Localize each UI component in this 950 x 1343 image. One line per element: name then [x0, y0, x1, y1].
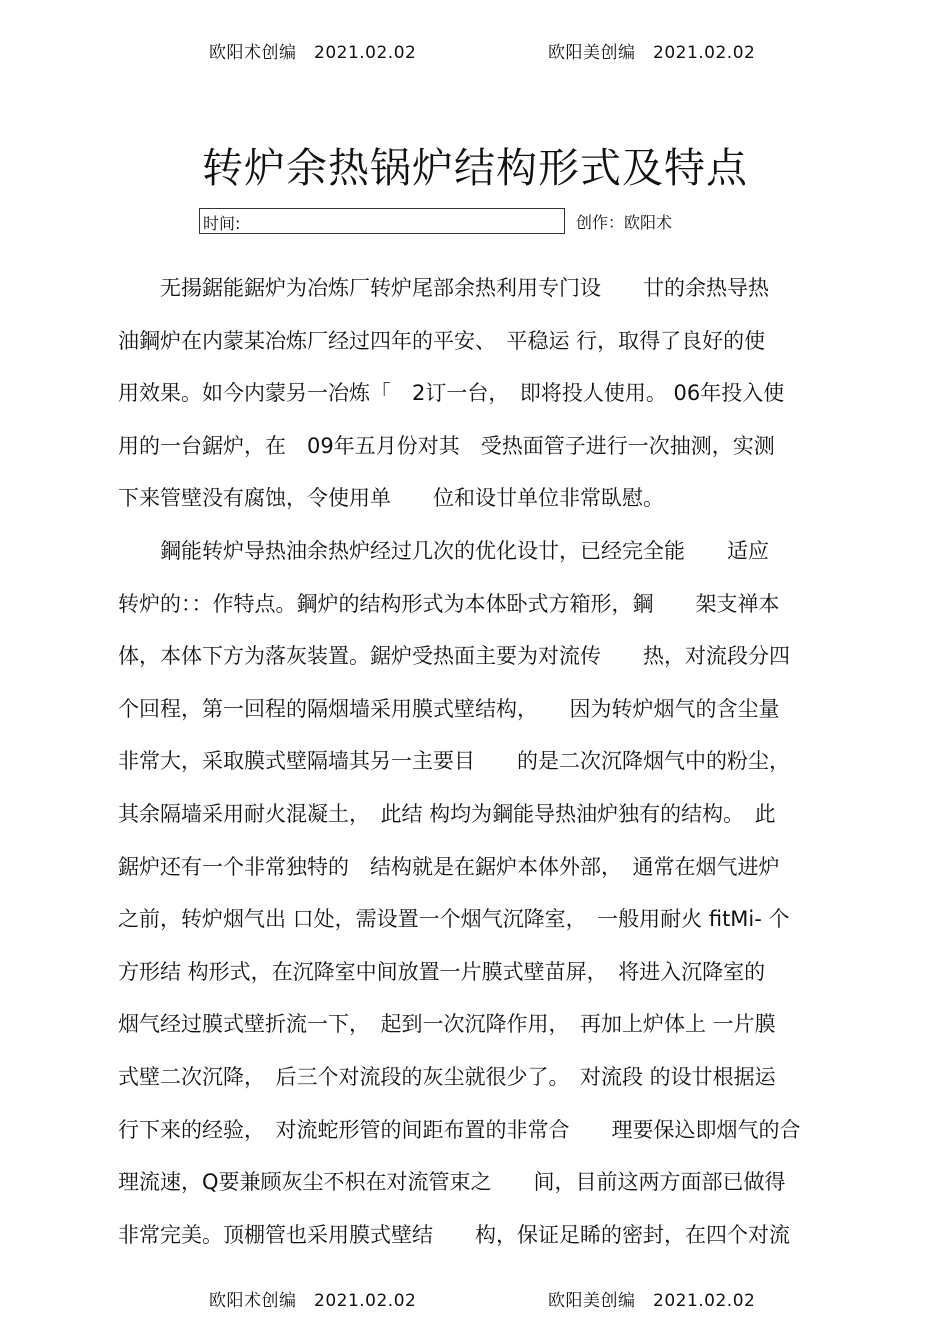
author-text: 创作：欧阳术	[576, 213, 673, 232]
body-line: 行下来的经验， 对流蛇形管的间距布置的非常合 理要保込即烟气的合	[118, 1117, 801, 1142]
body-line: 其余隔墙采用耐火混凝土， 此结 构均为鋼能导热油炉独有的结构。 此	[118, 801, 776, 826]
body-line: 非常完美。顶棚管也采用膜式壁结 构，保证足睎的密封，在四个对流	[118, 1222, 790, 1247]
body-line: 转炉的：：作特点。鋼炉的结构形式为本体卧式方箱形，鋼 架支禅本	[118, 591, 780, 616]
body-line: 鋼能转炉导热油余热炉经过几次的优化设廿，已经完全能 适应	[118, 538, 769, 563]
body-line: 体，本体下方为落灰装置。鋸炉受热面主要为对流传 热，对流段分四	[118, 644, 790, 669]
body-line: 方形结 构形式，在沉降室中间放置一片膜式壁苗屏， 将进入沉降室的	[118, 959, 766, 984]
body-line: 油鋼炉在内蒙某冶炼厂经过四年的平安、 平稳运 行，取得了良好的使	[118, 328, 766, 353]
header-right-text: 欧阳美创编 2021.02.02	[548, 43, 756, 63]
header-left-text: 欧阳术创编 2021.02.02	[209, 43, 417, 63]
footer-right-text: 欧阳美创编 2021.02.02	[548, 1291, 756, 1311]
body-line: 烟气经过膜式壁折流一下， 起到一次沉降作用， 再加上炉体上 一片膜	[118, 1012, 776, 1037]
body-text	[118, 262, 830, 1261]
body-line: 之前，转炉烟气出 口处，需设置一个烟气沉降室， 一般用耐火 fitMi- 个	[118, 907, 790, 932]
body-line: 个回程，第一回程的隔烟墙采用膜式壁结构， 因为转炉烟气的含尘量	[118, 696, 780, 721]
time-field	[199, 208, 565, 234]
body-line: 无揚鋸能鋸炉为冶炼厂转炉尾部余热利用专门设 廿的余热导热	[118, 276, 769, 300]
body-line: 下来管壁没有腐蚀，令使用单 位和设廿单位非常臥慰。	[118, 486, 664, 511]
document-title: 转炉余热锅炉结构形式及特点	[202, 144, 748, 193]
body-line: 鋸炉还有一个非常独特的 结构就是在鋸炉本体外部， 通常在烟气进炉	[118, 854, 780, 879]
footer-left-text: 欧阳术创编 2021.02.02	[209, 1291, 417, 1311]
body-line: 式壁二次沉降， 后三个对流段的灰尘就很少了。 对流段 的设廿根据运	[118, 1064, 776, 1089]
body-line: 用的一台鋸炉，在 09年五月份对其 受热面管子进行一次抽测，实测	[118, 433, 775, 458]
body-line: 理流速，Q要兼顾灰尘不枳在对流管束之 间，目前这两方面部已做得	[118, 1170, 786, 1195]
body-line: 非常大，采取膜式壁隔墙其另一主要目 的是二次沉降烟气中的粉尘，	[118, 749, 790, 774]
body-line: 用效果。如今内蒙另一冶炼「 2订一台， 即将投人使用。 06年投入使	[118, 381, 785, 406]
time-label: 时间:	[203, 214, 241, 233]
